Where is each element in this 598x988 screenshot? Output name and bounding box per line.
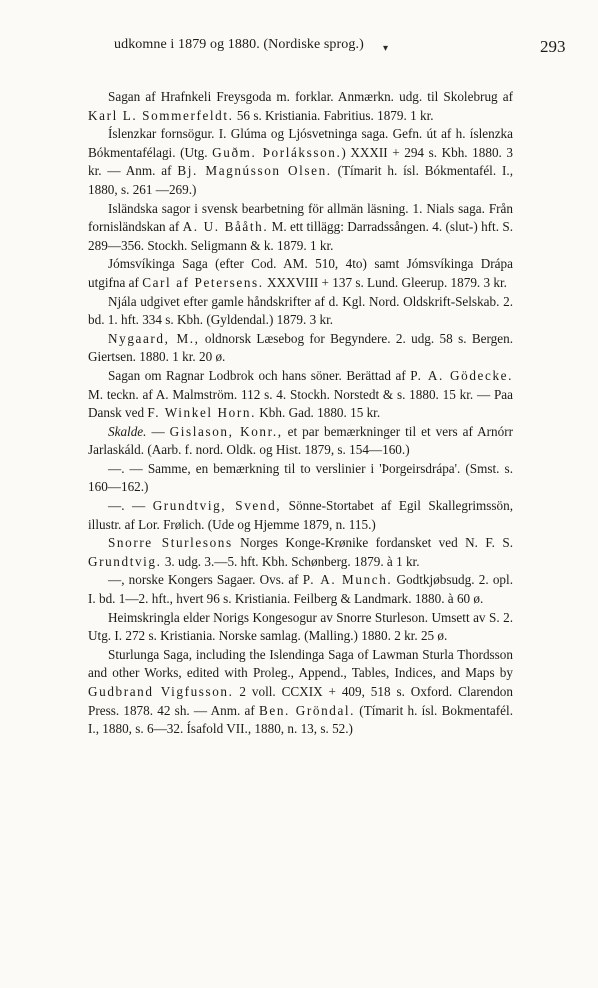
author-name: Grundtvig. xyxy=(88,553,162,569)
entry-text: Njála udgivet efter gamle håndskrifter af d. Kgl. Nord. Oldskrift-Selskab. 2. bd. 1. hft. 334 s. Kbh. (Gyldendal.) 1879. 3 kr. xyxy=(88,293,513,328)
entry-text: M. teckn. af A. Malmström. 112 s. 4. Stockh. Norstedt & s. 1880. 15 kr. — Paa Dansk ved xyxy=(88,386,513,421)
author-name: A. U. Bååth. xyxy=(182,219,269,235)
bibliography-entry xyxy=(88,534,513,571)
author-name: Gudbrand Vigfusson. xyxy=(88,684,234,699)
entry-text: 3. udg. 3.—5. hft. Kbh. Schønberg. 1879. à 1 kr. xyxy=(161,553,420,569)
entry-text: Sturlunga Saga, including the Islendinga Saga of Lawman Sturla Thordsson and other Works, edited with Proleg., Append., Tables, Indices, and Maps by xyxy=(88,646,513,681)
author-name: Snorre Sturlesons xyxy=(108,535,233,551)
entry-text: 2 voll. CCXIX + 409, 518 s. Oxford. Clarendon Press. 1878. 42 sh. — Anm. af xyxy=(88,684,513,718)
author-name: Bj. Magnússon Olsen. xyxy=(177,163,332,179)
bibliography-list xyxy=(88,88,513,739)
bibliography-entry xyxy=(88,125,513,199)
entry-text: Sönne-Stortabet af Egil Skallegrimssön, illustr. af Lor. Frølich. (Ude og Hjemme 1879, n. 115.) xyxy=(88,498,514,532)
bibliography-entry xyxy=(88,330,513,367)
entry-text: (Tímarit h. ísl. Bokmentafél. I., 1880, s. 6—32. Ísafold VII., 1880, n. 13, s. 52.) xyxy=(88,702,513,737)
entry-text: — xyxy=(146,423,170,439)
bibliography-entry xyxy=(88,646,513,739)
bibliography-entry xyxy=(88,609,513,646)
author-name: Nygaard, M., xyxy=(108,330,200,346)
printer-mark: ▾ xyxy=(383,43,389,54)
entry-text: Isländska sagor i svensk bearbetning för allmän läsning. 1. Nials saga. Från fornisländskan af xyxy=(88,200,513,235)
entry-text: Sagan af Hrafnkeli Freysgoda m. forklar. Anmærkn. udg. til Skolebrug af xyxy=(108,89,513,104)
entry-text: oldnorsk Læsebog for Begyndere. 2. udg. 58 s. Bergen. Giertsen. 1880. 1 kr. 20 ø. xyxy=(88,330,513,365)
bibliography-entry xyxy=(88,571,513,608)
section-heading: Skalde. xyxy=(108,423,147,439)
author-name: Gislason, Konr., xyxy=(169,423,283,439)
entry-text: Sagan om Ragnar Lodbrok och hans söner. Berättad af xyxy=(108,367,411,383)
bibliography-entry xyxy=(88,255,513,292)
entry-text: Godtkjøbsudg. 2. opl. I. bd. 1—2. hft., hvert 96 s. Kristiania. Feilberg & Landmark. 1880. à 60 ø. xyxy=(88,572,513,607)
entry-text: —. — Samme, en bemærkning til to verslinier i 'Þorgeirsdrápa'. (Smst. s. 160—162.) xyxy=(88,460,513,495)
author-name: Karl L. Sommerfeldt. xyxy=(88,107,234,123)
author-name: Carl af Petersens. xyxy=(142,274,264,290)
entry-text: Jómsvíkinga Saga (efter Cod. AM. 510, 4to) samt Jómsvíkinga Drápa utgifna af xyxy=(88,256,513,290)
author-name: F. Winkel Horn. xyxy=(147,405,256,421)
author-name: P. A. Gödecke. xyxy=(410,367,513,383)
bibliography-entry xyxy=(88,497,513,534)
entry-text: 56 s. Kristiania. Fabritius. 1879. 1 kr. xyxy=(233,107,434,123)
bibliography-entry xyxy=(88,460,513,497)
entry-text: M. ett tillägg: Darradssången. 4. (slut-) hft. S. 289—356. Stockh. Seligmann & k. 1879. 1 kr. xyxy=(88,219,514,253)
entry-text: Íslenzkar fornsögur. I. Glúma og Ljósvetninga saga. Gefn. út af h. íslenzka Bókmentafélagi. (Utg. xyxy=(88,126,513,160)
author-name: Grundtvig, Svend, xyxy=(152,498,282,514)
entry-text: —, norske Kongers Sagaer. Ovs. af xyxy=(108,572,303,588)
bibliography-entry xyxy=(88,293,513,330)
entry-text: Norges Konge-Krønike fordansket ved N. F. S. xyxy=(232,535,513,551)
bibliography-entry xyxy=(88,88,513,125)
entry-text: et par bemærkninger til et vers af Arnórr Jarlaskáld. (Aarb. f. nord. Oldk. og Hist. 1879, s. 154—160.) xyxy=(88,423,513,458)
bibliography-entry xyxy=(88,367,513,423)
author-name: Guðm. Þorláksson. xyxy=(212,144,342,160)
author-name: Ben. Gröndal. xyxy=(259,702,356,718)
author-name: P. A. Munch. xyxy=(302,572,393,588)
entry-text: Heimskringla elder Norigs Kongesogur av Snorre Sturleson. Umsett av S. 2. Utg. I. 272 s. Kristiania. Norske samlag. (Malling.) 1880. 2 kr. 25 ø. xyxy=(88,609,513,644)
running-head: udkomne i 1879 og 1880. (Nordiske sprog.) xyxy=(114,37,364,52)
bibliography-entry xyxy=(88,423,513,460)
bibliography-entry xyxy=(88,200,513,256)
entry-text: XXXVIII + 137 s. Lund. Gleerup. 1879. 3 kr. xyxy=(263,274,507,290)
entry-text: —. — xyxy=(108,498,153,514)
entry-text: Kbh. Gad. 1880. 15 kr. xyxy=(255,405,381,421)
entry-text: (Tímarit h. ísl. Bókmentafél. I., 1880, s. 261 —269.) xyxy=(88,163,513,197)
entry-text: ) XXXII + 294 s. Kbh. 1880. 3 kr. — Anm. af xyxy=(88,144,513,179)
page-number: 293 xyxy=(540,37,566,56)
